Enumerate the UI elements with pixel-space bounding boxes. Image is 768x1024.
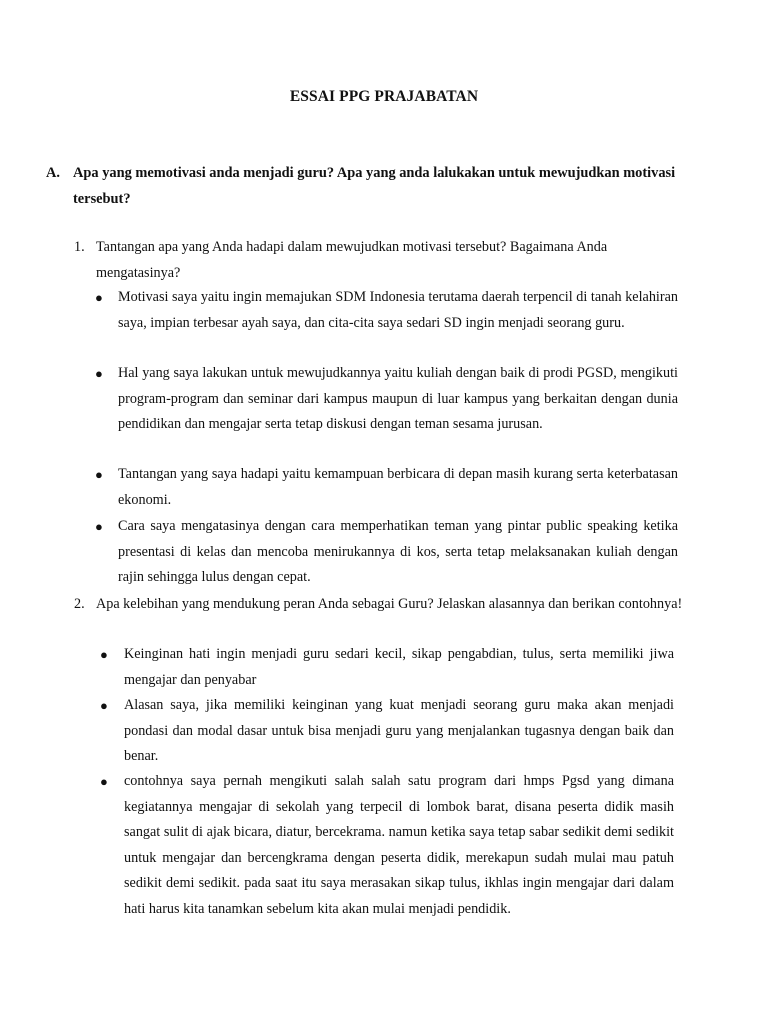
bullet-icon: ● <box>95 366 103 381</box>
document-title: ESSAI PPG PRAJABATAN <box>289 88 479 105</box>
list-item <box>100 642 674 693</box>
list-item <box>100 769 674 922</box>
item-number: 2. <box>74 596 85 612</box>
list-item-text: Motivasi saya yaitu ingin memajukan SDM Indonesia terutama daerah terpencil di tanah kelahiran saya, impian terbesar ayah saya, dan cita-cita saya sedari SD ingin menjadi seorang guru. <box>118 289 678 331</box>
section-question: Apa yang memotivasi anda menjadi guru? Apa yang anda lalukakan untuk mewujudkan motivasi tersebut? <box>73 165 676 207</box>
bullet-icon: ● <box>100 698 108 713</box>
list-item-text: contohnya saya pernah mengikuti salah salah satu program dari hmps Pgsd yang dimana kegiatannya mengajar di sekolah yang terpecil di lombok barat, disana peserta didik masih sangat sulit di ajak bicara, diatur, bercekrama. namun ketika saya tetap sabar sedikit demi sedikit untuk mengajar dan bercengkrama dengan peserta didik, merekapun sudah mulai mau patuh sedikit demi sedikit. pada saat itu saya merasakan sikap tulus, ikhlas ingin mengajar dari dalam hati harus kita tanamkan sebelum kita akan mulai menjadi pendidik. <box>124 773 674 917</box>
list-item <box>95 361 678 438</box>
list-item <box>95 514 678 591</box>
bullet-icon: ● <box>95 290 103 305</box>
list-item-text: Alasan saya, jika memiliki keinginan yang kuat menjadi seorang guru maka akan menjadi pondasi dan modal dasar untuk bisa menjadi guru yang menjalankan tugasnya dengan baik dan benar. <box>124 697 674 764</box>
list-item <box>95 285 678 336</box>
bullet-icon: ● <box>95 519 103 534</box>
item-question: Apa kelebihan yang mendukung peran Anda sebagai Guru? Jelaskan alasannya dan berikan contohnya! <box>96 596 683 612</box>
question-item-2 <box>74 591 684 617</box>
list-item-text: Hal yang saya lakukan untuk mewujudkannya yaitu kuliah dengan baik di prodi PGSD, mengikuti program-program dan seminar dari kampus maupun di luar kampus yang berkaitan dengan dunia pendidikan dan mengajar serta tetap diskusi dengan teman sesama jurusan. <box>118 365 678 432</box>
question-item-1 <box>74 234 684 286</box>
list-item-text: Cara saya mengatasinya dengan cara memperhatikan teman yang pintar public speaking ketika presentasi di kelas dan mencoba menirukannya di kos, serta tetap melaksanakan kuliah dengan rajin sehingga lulus dengan cepat. <box>118 518 678 585</box>
list-item-text: Keinginan hati ingin menjadi guru sedari kecil, sikap pengabdian, tulus, serta memiliki jiwa mengajar dan penyabar <box>124 646 674 688</box>
list-item <box>95 462 678 513</box>
bullet-icon: ● <box>100 774 108 789</box>
section-a <box>46 160 686 212</box>
item-question: Tantangan apa yang Anda hadapi dalam mewujudkan motivasi tersebut? Bagaimana Anda mengatasinya? <box>96 239 608 281</box>
bullet-icon: ● <box>95 467 103 482</box>
bullet-icon: ● <box>100 647 108 662</box>
item-number: 1. <box>74 239 85 255</box>
list-item-text: Tantangan yang saya hadapi yaitu kemampuan berbicara di depan masih kurang serta keterbatasan ekonomi. <box>118 466 678 508</box>
list-item <box>100 693 674 770</box>
section-marker: A. <box>46 165 60 181</box>
